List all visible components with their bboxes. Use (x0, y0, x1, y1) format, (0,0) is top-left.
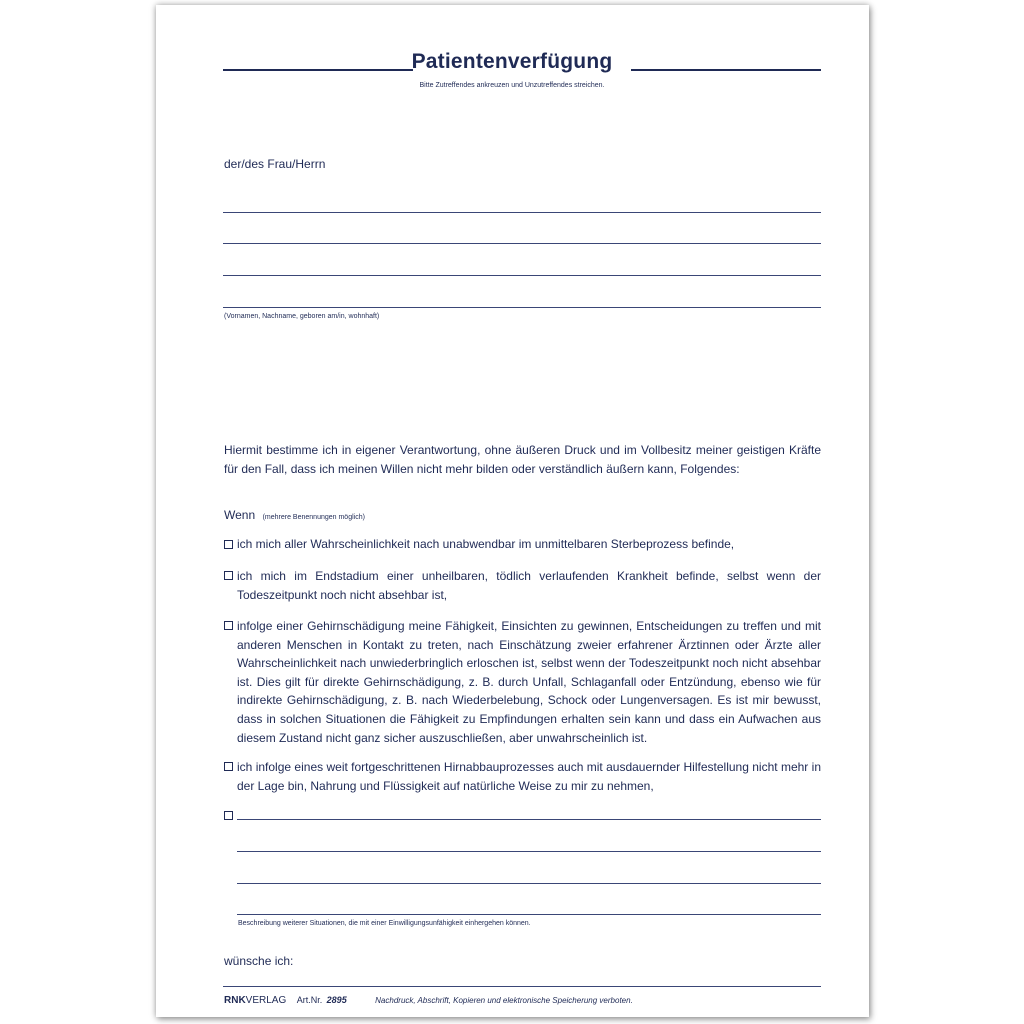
intro-paragraph: Hiermit bestimme ich in eigener Verantwortung, ohne äußeren Druck und im Vollbesitz meiner geistigen Kräfte für den Fall, dass ich meinen Willen nicht mehr bilden oder verständlich äußern kann, Folgendes: (224, 443, 821, 476)
option-2-checkbox[interactable] (224, 571, 233, 580)
conditions-heading (224, 506, 365, 524)
publisher-brand-suffix: VERLAG (245, 995, 287, 1006)
option-3-checkbox[interactable] (224, 621, 233, 630)
option-3-text: infolge einer Gehirnschädigung meine Fähigkeit, Einsichten zu gewinnen, Entscheidungen zu treffen und mit anderen Menschen in Kontakt zu treten, nach Einschätzung zweier erfahrener Ärztinnen oder Ärzte aller Wahrscheinlichkeit nach unwiederbringlich erloschen ist, selbst wenn der Todeszeitpunkt noch nicht absehbar ist. Dies gilt für direkte Gehirnschädigung, z. B. durch Unfall, Schlaganfall oder Entzündung, ebenso wie für indirekte Gehirnschädigung, z. B. nach Wiederbelebung, Schock oder Lungenversagen. Es ist mir bewusst, dass in solchen Situationen die Fähigkeit zu Empfindungen erhalten sein kann und dass ein Aufwachen aus diesem Zustand nicht ganz sicher auszuschließen, aber unwahrscheinlich ist. (237, 619, 821, 745)
option-other-checkbox[interactable] (224, 811, 233, 820)
person-line-3[interactable] (223, 275, 821, 276)
person-caption: (Vornamen, Nachname, geboren am/in, wohnhaft) (224, 313, 380, 320)
conditions-heading-text: Wenn (224, 508, 256, 522)
other-line-2[interactable] (237, 851, 821, 852)
person-line-1[interactable] (223, 212, 821, 213)
other-caption: Beschreibung weiterer Situationen, die mit einer Einwilligungsunfähigkeit einhergehen können. (238, 920, 531, 927)
option-4-text: ich infolge eines weit fortgeschrittenen Hirnabbauprozesses auch mit ausdauernder Hilfestellung nicht mehr in der Lage bin, Nahrung und Flüssigkeit auf natürliche Weise zu mir zu nehmen, (237, 760, 821, 793)
option-1-text: ich mich aller Wahrscheinlichkeit nach unabwendbar im unmittelbaren Sterbeprozess befinde, (237, 537, 735, 551)
copyright-note: Nachdruck, Abschrift, Kopieren und elektronische Speicherung verboten. (375, 996, 633, 1005)
option-4-checkbox[interactable] (224, 762, 233, 771)
person-label: der/des Frau/Herrn (224, 157, 326, 171)
wish-label: wünsche ich: (224, 954, 294, 968)
other-line-1[interactable] (237, 819, 821, 820)
article-label: Art.Nr. (296, 995, 323, 1005)
footer (224, 990, 633, 1008)
person-line-4[interactable] (223, 307, 821, 308)
other-line-4[interactable] (237, 914, 821, 915)
option-1-checkbox[interactable] (224, 540, 233, 549)
publisher-brand: RNK (224, 995, 246, 1006)
conditions-heading-note: (mehrere Benennungen möglich) (262, 514, 365, 521)
person-line-2[interactable] (223, 243, 821, 244)
form-title: Patientenverfügung (411, 50, 613, 73)
article-number: 2895 (326, 995, 347, 1005)
other-line-3[interactable] (237, 883, 821, 884)
option-2-text: ich mich im Endstadium einer unheilbaren, tödlich verlaufenden Krankheit befinde, selbst wenn der Todeszeitpunkt noch nicht absehbar ist, (237, 569, 821, 602)
wish-line[interactable] (223, 986, 821, 987)
form-subtitle: Bitte Zutreffendes ankreuzen und Unzutreffendes streichen. (419, 82, 605, 89)
